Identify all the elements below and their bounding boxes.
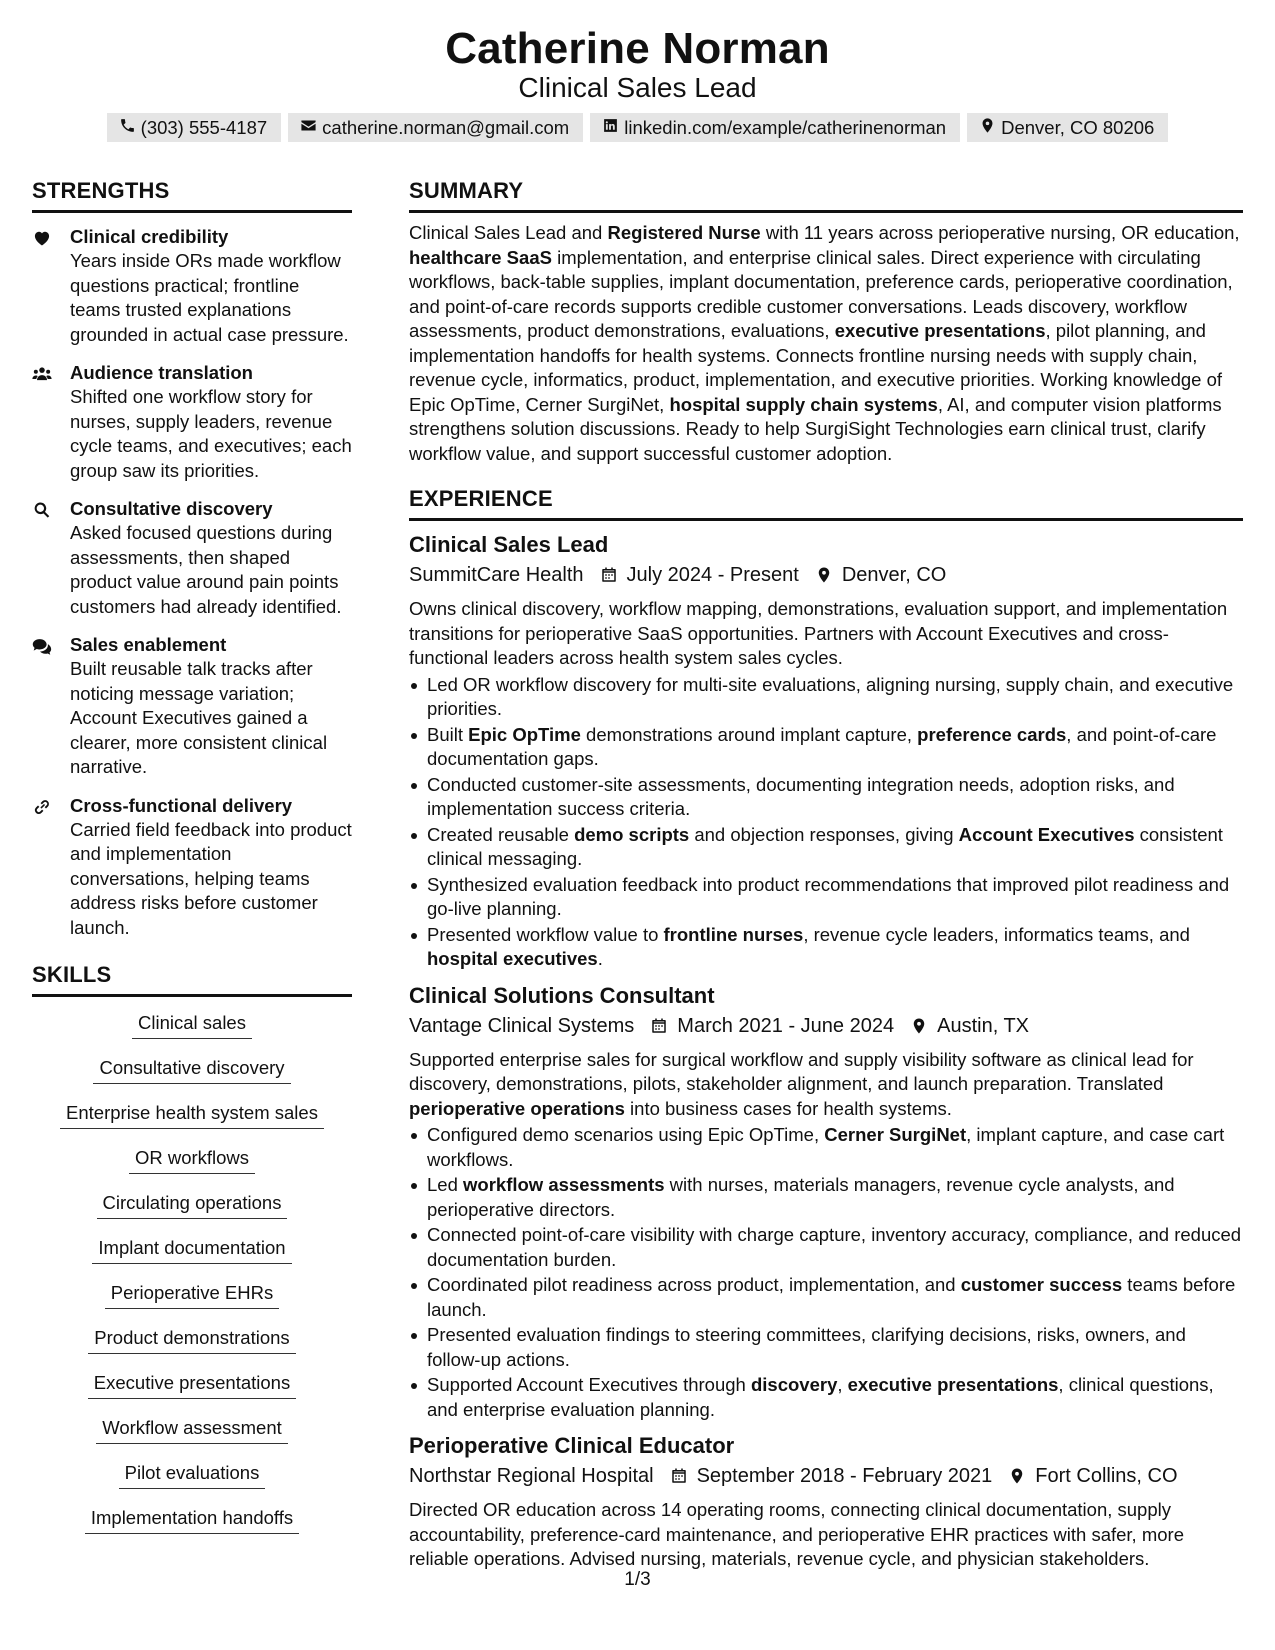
job-meta xyxy=(409,1462,1243,1490)
skill-item: Circulating operations xyxy=(97,1191,288,1219)
experience-list xyxy=(409,530,1243,1572)
summary-paragraph: Clinical Sales Lead and Registered Nurse with 11 years across perioperative nursing, OR education, healthcare SaaS implementation, and enterprise clinical sales. Direct experience with circulating workflows, back-table supplies, implant documentation, preference cards, perioperative coordination, and point-of-care records supports credible customer conversations. Leads discovery, workflow assessments, product demonstrations, evaluations, executive presentations, pilot planning, and implementation handoffs for health systems. Connects frontline nursing needs with supply chain, revenue cycle, informatics, product, implementation, and executive priorities. Working knowledge of Epic OpTime, Cerner SurgiNet, hospital supply chain systems, AI, and computer vision platforms strengthens solution discussions. Ready to help SurgiSight Technologies earn clinical trust, clarify workflow value, and support successful customer adoption. xyxy=(409,222,1240,464)
job-location: Fort Collins, CO xyxy=(1035,1465,1178,1487)
job-title: Clinical Solutions Consultant xyxy=(409,982,715,1008)
skill-item: Implementation handoffs xyxy=(85,1506,299,1534)
strength-title: Audience translation xyxy=(70,362,253,383)
contact-linkedin[interactable] xyxy=(590,113,960,142)
search-icon xyxy=(32,497,70,619)
job-entry xyxy=(409,1431,1243,1572)
candidate-headline: Clinical Sales Lead xyxy=(518,72,757,103)
skill-item: Pilot evaluations xyxy=(119,1461,266,1489)
users-icon xyxy=(32,361,70,483)
job-company: Northstar Regional Hospital xyxy=(409,1465,654,1487)
job-description: Owns clinical discovery, workflow mapping, demonstrations, evaluation support, and implementation transitions for perioperative SaaS opportunities. Partners with Account Executives and cross-functional leaders across health system sales cycles. xyxy=(409,598,1228,668)
contact-phone-text: (303) 555-4187 xyxy=(140,116,268,138)
job-bullets xyxy=(409,673,1243,972)
strength-title: Cross-functional delivery xyxy=(70,794,293,816)
calendar-icon xyxy=(600,566,627,584)
job-bullets xyxy=(409,1123,1243,1422)
strength-item xyxy=(32,497,352,619)
contact-location-text: Denver, CO 80206 xyxy=(1001,116,1155,138)
page-number: 1/3 xyxy=(624,1569,651,1590)
job-company: Vantage Clinical Systems xyxy=(409,1014,635,1037)
calendar-icon xyxy=(650,1017,677,1035)
job-location: Austin, TX xyxy=(937,1014,1030,1037)
bullet-item: Presented workflow value to frontline nurses, revenue cycle leaders, informatics teams, and hospital executives. xyxy=(409,923,1243,972)
bullet-item: Conducted customer-site assessments, documenting integration needs, adoption risks, and implementation success criteria. xyxy=(409,773,1243,822)
strength-description: Asked focused questions during assessments, then shaped product value around pain points customers had already identified. xyxy=(70,522,342,617)
job-dates: March 2021 - June 2024 xyxy=(677,1014,895,1037)
strengths-list xyxy=(32,225,352,940)
job-company: SummitCare Health xyxy=(409,564,584,586)
contact-email-text: catherine.norman@gmail.com xyxy=(322,116,570,138)
skill-item: Perioperative EHRs xyxy=(105,1281,279,1309)
contact-phone[interactable] xyxy=(107,113,282,142)
contact-email[interactable] xyxy=(288,113,583,142)
strength-description: Built reusable talk tracks after noticing message variation; Account Executives gained a clearer, more consistent clinical narrative. xyxy=(70,658,328,777)
job-description: Supported enterprise sales for surgical workflow and supply visibility software as clinical lead for discovery, demonstrations, pilots, stakeholder alignment, and launch preparation. Translated perioperative operations into business cases for health systems. xyxy=(409,1048,1194,1119)
bullet-item: Supported Account Executives through discovery, executive presentations, clinical questions, and enterprise evaluation planning. xyxy=(409,1373,1243,1422)
skill-item: Enterprise health system sales xyxy=(60,1101,324,1129)
strength-title: Consultative discovery xyxy=(70,498,273,519)
bullet-item: Synthesized evaluation feedback into product recommendations that improved pilot readiness and go-live planning. xyxy=(409,873,1243,922)
bullet-item: Coordinated pilot readiness across product, implementation, and customer success teams before launch. xyxy=(409,1273,1243,1322)
bullet-item: Built Epic OpTime demonstrations around implant capture, preference cards, and point-of-care documentation gaps. xyxy=(409,723,1243,772)
experience-heading: EXPERIENCE xyxy=(409,486,1243,521)
calendar-icon xyxy=(670,1467,697,1485)
bullet-item: Created reusable demo scripts and objection responses, giving Account Executives consistent clinical messaging. xyxy=(409,823,1243,872)
bullet-item: Configured demo scenarios using Epic OpTime, Cerner SurgiNet, implant capture, and case cart workflows. xyxy=(409,1123,1243,1172)
contact-linkedin-text: linkedin.com/example/catherinenorman xyxy=(624,116,947,138)
strength-title: Sales enablement xyxy=(70,634,227,655)
left-column xyxy=(32,178,352,1551)
job-dates: July 2024 - Present xyxy=(626,564,799,586)
bullet-item: Presented evaluation findings to steering committees, clarifying decisions, risks, owners, and follow-up actions. xyxy=(409,1323,1243,1372)
job-meta xyxy=(409,1012,1243,1040)
skill-item: Executive presentations xyxy=(88,1371,296,1399)
link-icon xyxy=(32,794,70,941)
strength-description: Years inside ORs made workflow questions practical; frontline teams trusted explanations grounded in actual case pressure. xyxy=(70,250,349,345)
skill-item: Product demonstrations xyxy=(88,1326,295,1354)
job-description: Directed OR education across 14 operating rooms, connecting clinical documentation, supply accountability, preference-card maintenance, and perioperative EHR practices with safer, more reliable operations. Advised nursing, materials, revenue cycle, and physician stakeholders. xyxy=(409,1499,1184,1569)
comments-icon xyxy=(32,633,70,780)
strength-title: Clinical credibility xyxy=(70,226,229,247)
map-pin-icon xyxy=(910,1017,937,1035)
job-title: Perioperative Clinical Educator xyxy=(409,1433,735,1458)
job-entry xyxy=(409,981,1243,1423)
job-dates: September 2018 - February 2021 xyxy=(696,1465,993,1487)
skill-item: Clinical sales xyxy=(132,1011,252,1039)
job-meta xyxy=(409,561,1243,589)
linkedin-icon xyxy=(602,117,619,139)
contact-location[interactable] xyxy=(967,113,1168,142)
contact-bar xyxy=(0,113,1275,142)
strengths-heading: STRENGTHS xyxy=(32,178,352,213)
heart-icon xyxy=(32,225,70,347)
envelope-icon xyxy=(300,117,317,139)
strength-item xyxy=(32,361,352,483)
job-title: Clinical Sales Lead xyxy=(409,532,609,557)
strength-description: Carried field feedback into product and implementation conversations, helping teams address risks before customer launch. xyxy=(70,818,352,938)
map-pin-icon xyxy=(1008,1467,1035,1485)
bullet-item: Led workflow assessments with nurses, materials managers, revenue cycle analysts, and perioperative directors. xyxy=(409,1173,1243,1222)
strength-item xyxy=(32,225,352,347)
strength-description: Shifted one workflow story for nurses, supply leaders, revenue cycle teams, and executives; each group saw its priorities. xyxy=(70,386,352,481)
phone-icon xyxy=(119,117,136,139)
skill-item: Workflow assessment xyxy=(96,1416,288,1444)
skills-list xyxy=(32,1011,352,1551)
strength-item xyxy=(32,794,352,941)
summary-heading: SUMMARY xyxy=(409,178,1243,213)
job-location: Denver, CO xyxy=(841,564,947,586)
strength-item xyxy=(32,633,352,780)
skill-item: Implant documentation xyxy=(92,1236,291,1264)
skill-item: OR workflows xyxy=(129,1146,255,1174)
skills-heading: SKILLS xyxy=(32,962,352,997)
right-column xyxy=(409,178,1243,1572)
skill-item: Consultative discovery xyxy=(93,1056,290,1084)
job-entry xyxy=(409,530,1243,972)
bullet-item: Led OR workflow discovery for multi-site evaluations, aligning nursing, supply chain, and executive priorities. xyxy=(409,673,1243,722)
map-pin-icon xyxy=(815,566,842,584)
candidate-name: Catherine Norman xyxy=(445,24,830,73)
map-pin-icon xyxy=(979,117,996,139)
bullet-item: Connected point-of-care visibility with charge capture, inventory accuracy, compliance, and reduced documentation burden. xyxy=(409,1223,1243,1272)
